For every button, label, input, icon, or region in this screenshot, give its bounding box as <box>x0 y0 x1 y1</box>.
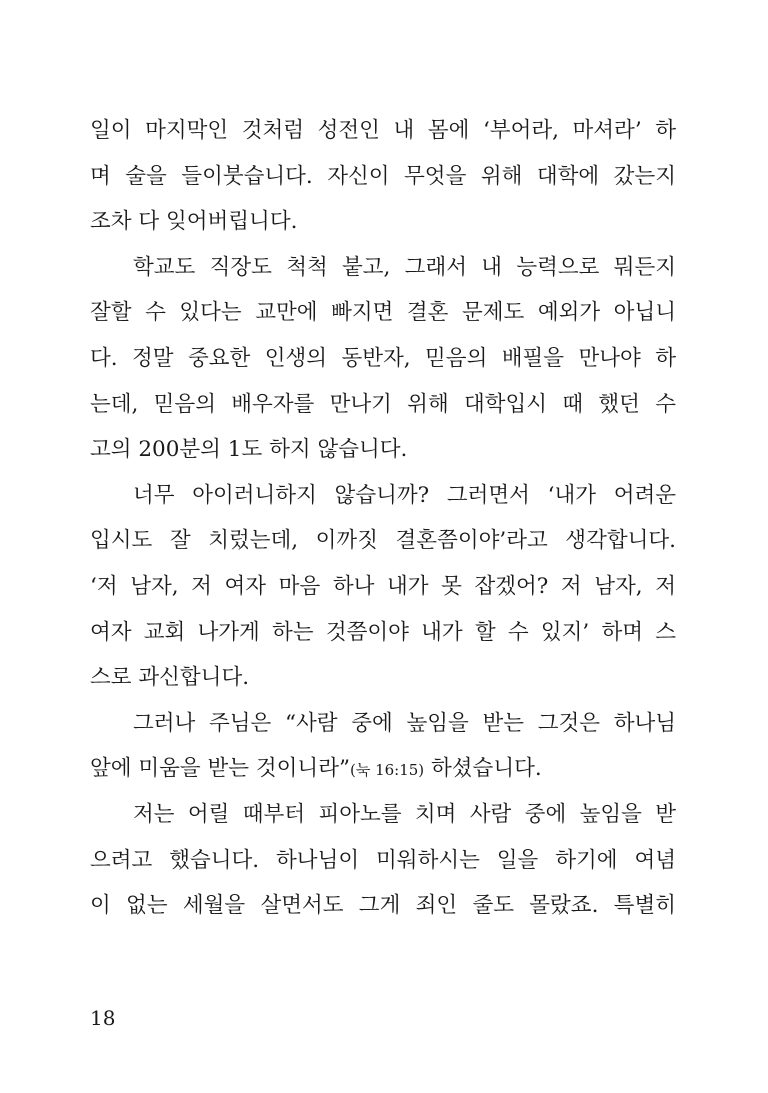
text-line: 너무 아이러니하지 않습니까? 그러면서 ‘내가 어려운 <box>133 482 676 508</box>
bible-citation: (눅 16:15) <box>349 761 425 780</box>
body-text <box>90 108 676 929</box>
text-line: 으려고 했습니다. 하나님이 미워하시는 일을 하기에 여념 <box>90 847 676 873</box>
text-line: 저는 어릴 때부터 피아노를 치며 사람 중에 높임을 받 <box>133 801 676 827</box>
quote-text-tail: 하셨습니다. <box>424 756 542 782</box>
text-line: 조차 다 잊어버립니다. <box>90 209 298 235</box>
text-line: 그러나 주님은 “사람 중에 높임을 받는 그것은 하나님 <box>133 710 676 736</box>
text-line: 고의 200분의 1도 하지 않습니다. <box>90 437 408 463</box>
text-line: 학교도 직장도 척척 붙고, 그래서 내 능력으로 뭐든지 <box>133 254 676 280</box>
text-line: ‘저 남자, 저 여자 마음 하나 내가 못 잡겠어? 저 남자, 저 <box>90 573 676 599</box>
page-number: 18 <box>90 1006 116 1030</box>
text-line: 스로 과신합니다. <box>90 665 250 691</box>
text-line: 다. 정말 중요한 인생의 동반자, 믿음의 배필을 만나야 하 <box>90 345 676 371</box>
text-line: 며 술을 들이붓습니다. 자신이 무엇을 위해 대학에 갔는지 <box>90 163 676 189</box>
text-line: 잘할 수 있다는 교만에 빠지면 결혼 문제도 예외가 아닙니 <box>90 300 676 326</box>
text-line: 이 없는 세월을 살면서도 그게 죄인 줄도 몰랐죠. 특별히 <box>90 893 676 919</box>
text-line: 입시도 잘 치렀는데, 이까짓 결혼쯤이야’라고 생각합니다. <box>90 528 676 554</box>
text-line: 일이 마지막인 것처럼 성전인 내 몸에 ‘부어라, 마셔라’ 하 <box>90 118 676 143</box>
text-line: 여자 교회 나가게 하는 것쯤이야 내가 할 수 있지’ 하며 스 <box>90 619 676 645</box>
quote-text: 앞에 미움을 받는 것이니라” <box>90 756 350 782</box>
text-line: 는데, 믿음의 배우자를 만나기 위해 대학입시 때 했던 수 <box>90 391 676 417</box>
text-line-with-citation <box>90 746 676 792</box>
